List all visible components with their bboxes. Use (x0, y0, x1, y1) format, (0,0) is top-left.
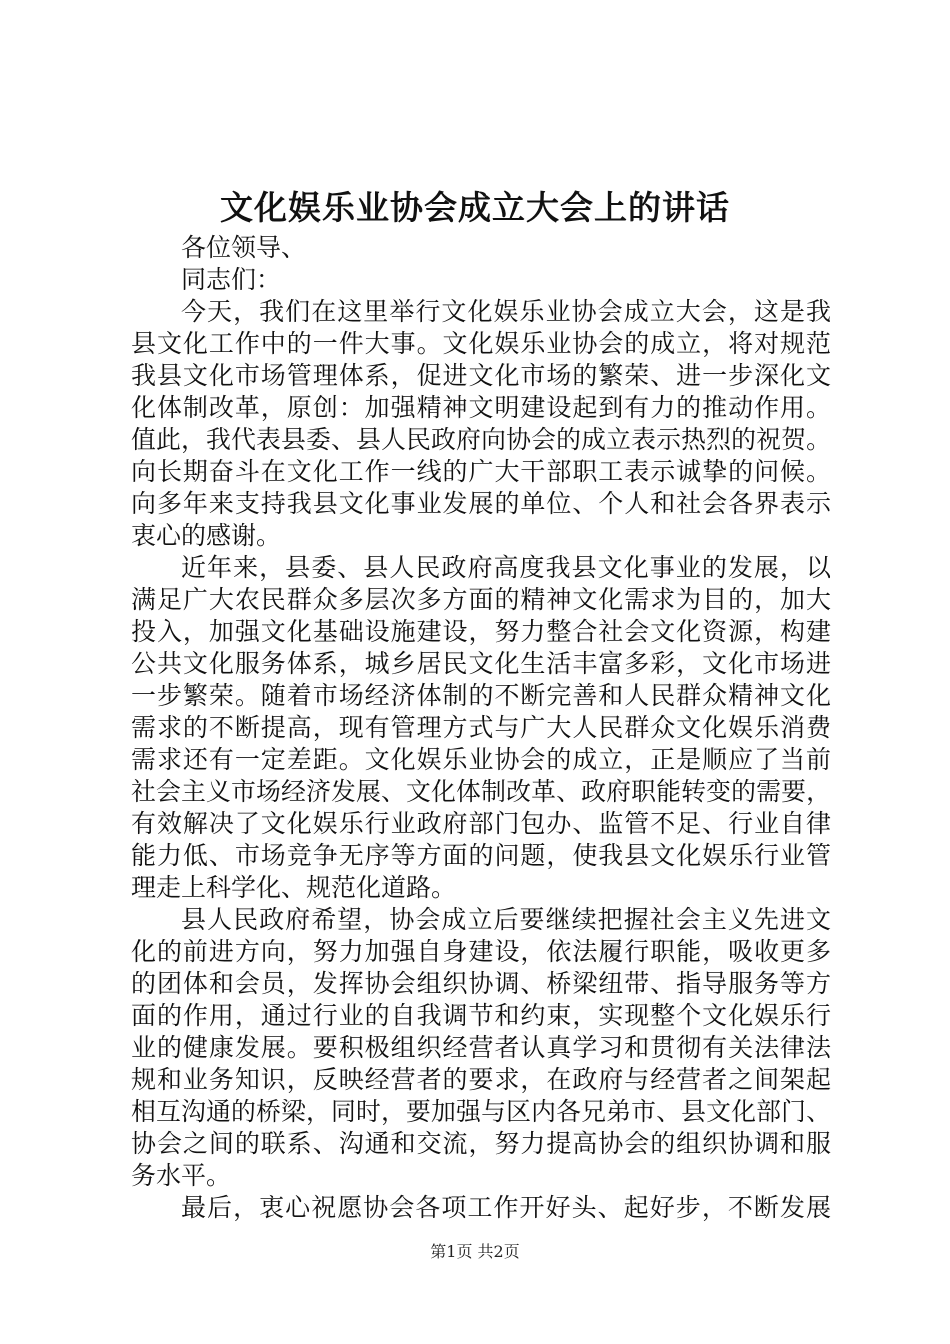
text-line: 化体制改革，原创：加强精神文明建设起到有力的推动作用。 (131, 393, 831, 422)
text-line: 县文化工作中的一件大事。文化娱乐业协会的成立，将对规范 (131, 329, 831, 358)
text-line: 务水平。 (131, 1161, 232, 1190)
text-line: 需求的不断提高，现有管理方式与广大人民群众文化娱乐消费 (131, 713, 831, 742)
text-line: 各位领导、 (181, 233, 307, 262)
text-line: 同志们： (181, 265, 282, 294)
text-line: 衷心的感谢。 (131, 521, 282, 550)
text-line: 向多年来支持我县文化事业发展的单位、个人和社会各界表示 (131, 489, 831, 518)
text-line: 我县文化市场管理体系，促进文化市场的繁荣、进一步深化文 (131, 361, 831, 390)
text-line: 社会主义市场经济发展、文化体制改革、政府职能转变的需要， (131, 777, 831, 806)
text-line: 面的作用，通过行业的自我调节和约束，实现整个文化娱乐行 (131, 1001, 831, 1030)
text-line: 理走上科学化、规范化道路。 (131, 873, 457, 902)
text-line: 向长期奋斗在文化工作一线的广大干部职工表示诚挚的问候。 (131, 457, 831, 486)
text-line: 协会之间的联系、沟通和交流，努力提高协会的组织协调和服 (131, 1129, 831, 1158)
text-line: 化的前进方向，努力加强自身建设，依法履行职能，吸收更多 (131, 937, 831, 966)
text-line: 能力低、市场竞争无序等方面的问题，使我县文化娱乐行业管 (131, 841, 831, 870)
text-line: 有效解决了文化娱乐行业政府部门包办、监管不足、行业自律 (131, 809, 831, 838)
document-body (131, 232, 831, 1224)
text-line: 今天，我们在这里举行文化娱乐业协会成立大会，这是我 (181, 297, 831, 326)
text-line: 的团体和会员，发挥协会组织协调、桥梁纽带、指导服务等方 (131, 969, 831, 998)
document-title: 文化娱乐业协会成立大会上的讲话 (220, 188, 730, 227)
text-line: 需求还有一定差距。文化娱乐业协会的成立，正是顺应了当前 (131, 745, 831, 774)
text-line: 一步繁荣。随着市场经济体制的不断完善和人民群众精神文化 (131, 681, 831, 710)
text-line: 业的健康发展。要积极组织经营者认真学习和贯彻有关法律法 (131, 1033, 831, 1062)
text-line: 值此，我代表县委、县人民政府向协会的成立表示热烈的祝贺。 (131, 425, 831, 454)
text-line: 县人民政府希望，协会成立后要继续把握社会主义先进文 (181, 905, 831, 934)
text-line: 规和业务知识，反映经营者的要求，在政府与经营者之间架起 (131, 1065, 831, 1094)
text-line: 投入，加强文化基础设施建设，努力整合社会文化资源，构建 (131, 617, 831, 646)
text-line: 最后，衷心祝愿协会各项工作开好头、起好步，不断发展 (181, 1193, 831, 1222)
page-footer: 第1页 共2页 (430, 1242, 520, 1261)
text-line: 满足广大农民群众多层次多方面的精神文化需求为目的，加大 (131, 585, 831, 614)
text-line: 相互沟通的桥梁，同时，要加强与区内各兄弟市、县文化部门、 (131, 1097, 831, 1126)
text-line: 公共文化服务体系，城乡居民文化生活丰富多彩，文化市场进 (131, 649, 831, 678)
text-line: 近年来，县委、县人民政府高度我县文化事业的发展，以 (181, 553, 831, 582)
